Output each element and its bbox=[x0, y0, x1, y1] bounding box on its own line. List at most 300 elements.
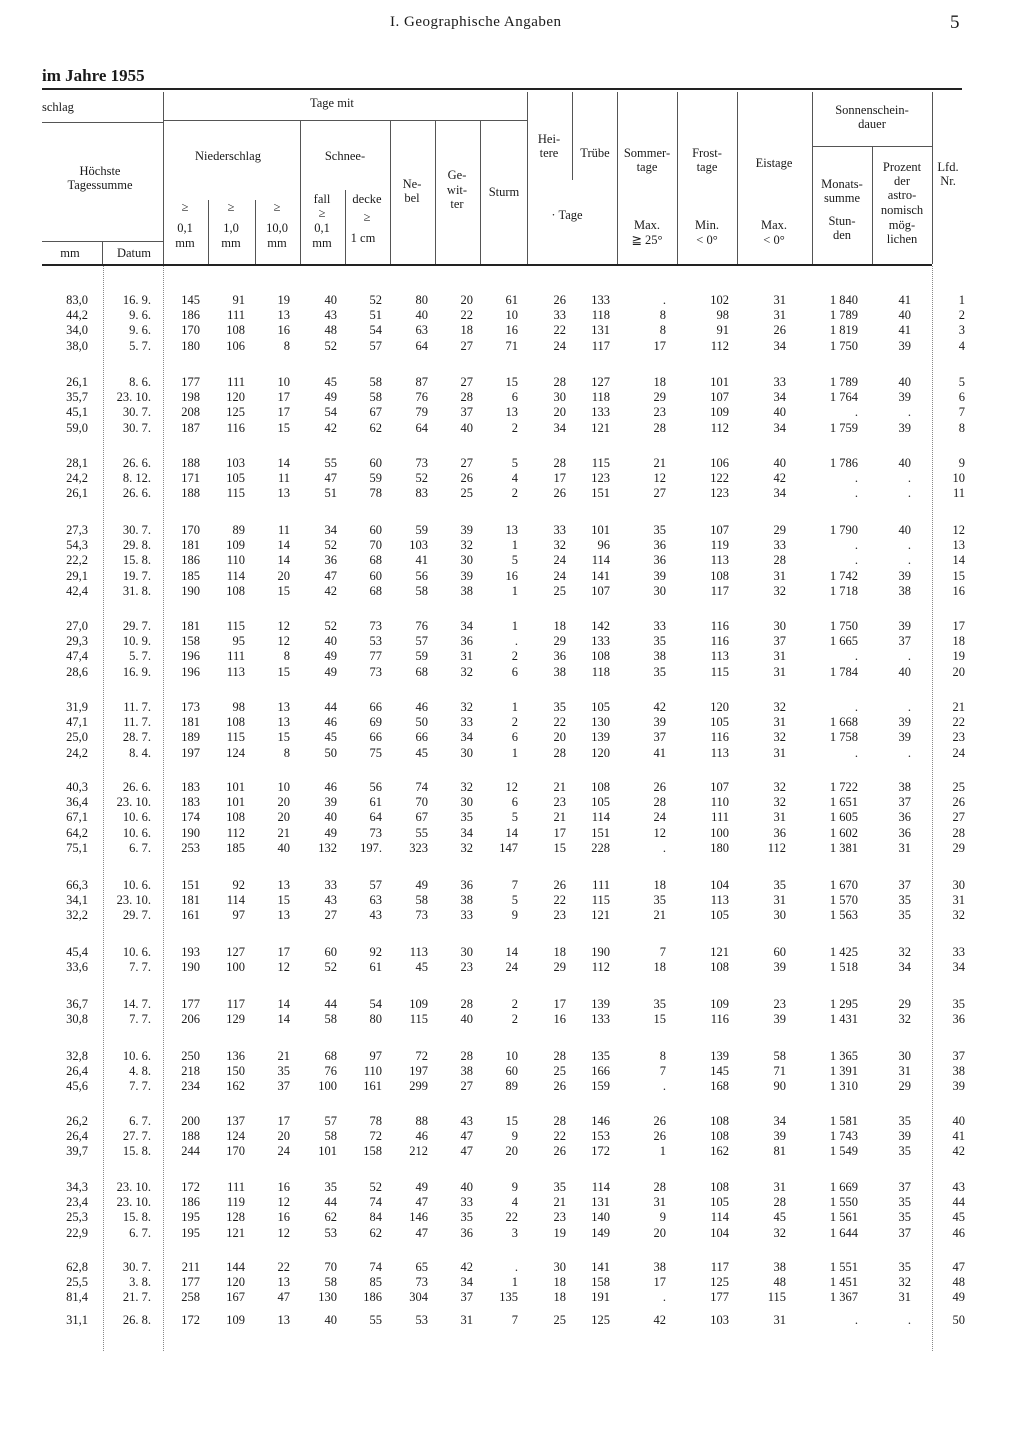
hdr-fall-unit: mm bbox=[312, 236, 332, 250]
cell-nebel: 70 bbox=[415, 795, 428, 810]
cell-sonne-prozent: 32 bbox=[898, 945, 911, 959]
cell-lfd-nr: 17 bbox=[952, 619, 965, 633]
cell-n-1-0: 110 bbox=[226, 553, 245, 568]
cell-sonne-stunden: 1 605 bbox=[829, 810, 858, 825]
hdr-n10-val: 1,0 bbox=[223, 221, 239, 235]
cell-sturm: 1 bbox=[511, 745, 518, 760]
hdr-prozent-1: Prozent bbox=[882, 160, 922, 174]
cell-gewitter: 23 bbox=[460, 960, 473, 975]
cell-lfd-nr: 3 bbox=[958, 323, 965, 338]
cell-truebe: 105 bbox=[591, 700, 610, 714]
cell-n-0-1: 183 bbox=[181, 780, 200, 794]
cell-n-1-0: 111 bbox=[227, 375, 245, 389]
cell-nebel: 74 bbox=[415, 780, 428, 794]
cell-truebe: 146 bbox=[591, 1114, 610, 1128]
table-row bbox=[0, 293, 1024, 307]
cell-gewitter: 32 bbox=[460, 780, 473, 794]
cell-hoechste-mm: 45,4 bbox=[66, 945, 88, 959]
cell-hoechste-mm: 25,0 bbox=[66, 730, 88, 745]
cell-sturm: 10 bbox=[505, 1049, 518, 1063]
cell-nebel: 46 bbox=[415, 700, 428, 714]
cell-sommertage: 21 bbox=[653, 908, 666, 923]
cell-gewitter: 34 bbox=[460, 1275, 473, 1290]
cell-eistage: 60 bbox=[773, 945, 786, 959]
cell-sturm: 24 bbox=[505, 960, 518, 975]
cell-datum: 5. 7. bbox=[129, 338, 151, 353]
cell-datum: 8. 12. bbox=[122, 471, 151, 486]
cell-sonne-prozent: 29 bbox=[898, 997, 911, 1011]
cell-sturm: . bbox=[514, 1260, 518, 1274]
cell-eistage: 37 bbox=[773, 634, 786, 649]
cell-schneedecke: 64 bbox=[369, 810, 382, 825]
cell-datum: 30. 7. bbox=[122, 523, 151, 537]
cell-gewitter: 36 bbox=[460, 1225, 473, 1240]
hdr-sonne-2: dauer bbox=[858, 117, 886, 131]
cell-sturm: 2 bbox=[511, 649, 518, 664]
cell-sonne-prozent: 37 bbox=[898, 795, 911, 810]
cell-lfd-nr: 44 bbox=[952, 1195, 965, 1210]
cell-hoechste-mm: 28,6 bbox=[66, 664, 88, 679]
cell-datum: 30. 7. bbox=[122, 1260, 151, 1274]
cell-sonne-stunden: . bbox=[854, 745, 858, 760]
cell-sturm: 2 bbox=[511, 1012, 518, 1027]
cell-gewitter: 33 bbox=[460, 908, 473, 923]
cell-schneefall: 52 bbox=[324, 960, 337, 975]
cell-frosttage: 114 bbox=[710, 1210, 729, 1225]
cell-sonne-prozent: . bbox=[907, 471, 911, 486]
cell-nebel: 59 bbox=[415, 523, 428, 537]
cell-nebel: 50 bbox=[415, 715, 428, 730]
table-row bbox=[0, 700, 1024, 714]
cell-eistage: 40 bbox=[773, 456, 786, 470]
cell-schneefall: 53 bbox=[324, 1225, 337, 1240]
cell-frosttage: 108 bbox=[710, 960, 729, 975]
cell-gewitter: 35 bbox=[460, 1210, 473, 1225]
cell-hoechste-mm: 27,0 bbox=[66, 619, 88, 633]
cell-schneedecke: 197. bbox=[360, 840, 382, 855]
cell-truebe: 149 bbox=[591, 1225, 610, 1240]
page-header bbox=[0, 14, 1024, 38]
cell-sonne-prozent: 36 bbox=[898, 810, 911, 825]
cell-n-10-0: 21 bbox=[277, 825, 290, 840]
cell-heitere: 25 bbox=[553, 1064, 566, 1079]
table-row bbox=[0, 634, 1024, 648]
table-row bbox=[0, 997, 1024, 1011]
cell-n-10-0: 8 bbox=[283, 338, 290, 353]
cell-n-10-0: 17 bbox=[277, 405, 290, 420]
cell-frosttage: 122 bbox=[710, 471, 729, 486]
cell-truebe: 114 bbox=[591, 810, 610, 825]
cell-lfd-nr: 32 bbox=[952, 908, 965, 923]
cell-sonne-stunden: 1 391 bbox=[829, 1064, 858, 1079]
cell-lfd-nr: 48 bbox=[952, 1275, 965, 1290]
hdr-ge-1: ≥ bbox=[181, 200, 189, 214]
cell-sonne-prozent: 39 bbox=[898, 730, 911, 745]
cell-hoechste-mm: 22,2 bbox=[66, 553, 88, 568]
cell-n-10-0: 14 bbox=[277, 997, 290, 1011]
cell-sonne-stunden: 1 743 bbox=[829, 1129, 858, 1144]
cell-frosttage: 105 bbox=[710, 715, 729, 730]
table-row bbox=[0, 405, 1024, 419]
cell-nebel: 115 bbox=[409, 1012, 428, 1027]
cell-truebe: 127 bbox=[591, 375, 610, 389]
cell-frosttage: 108 bbox=[710, 1114, 729, 1128]
cell-schneedecke: 161 bbox=[363, 1079, 382, 1094]
cell-heitere: 38 bbox=[553, 664, 566, 679]
cell-sommertage: 38 bbox=[653, 649, 666, 664]
cell-sommertage: 28 bbox=[653, 795, 666, 810]
cell-schneedecke: 57 bbox=[369, 878, 382, 892]
cell-n-1-0: 112 bbox=[226, 825, 245, 840]
cell-sturm: 14 bbox=[505, 825, 518, 840]
cell-schneefall: 60 bbox=[324, 945, 337, 959]
cell-n-10-0: 13 bbox=[277, 1275, 290, 1290]
cell-frosttage: 113 bbox=[710, 649, 729, 664]
cell-truebe: 123 bbox=[591, 471, 610, 486]
cell-n-0-1: 181 bbox=[181, 893, 200, 908]
cell-n-1-0: 105 bbox=[226, 471, 245, 486]
cell-heitere: 22 bbox=[553, 893, 566, 908]
cell-sommertage: 37 bbox=[653, 730, 666, 745]
hdr-decke-val: 1 cm bbox=[350, 231, 376, 245]
cell-eistage: 32 bbox=[773, 583, 786, 598]
cell-schneedecke: 55 bbox=[369, 1313, 382, 1327]
cell-n-10-0: 8 bbox=[283, 649, 290, 664]
cell-truebe: 107 bbox=[591, 583, 610, 598]
cell-eistage: 48 bbox=[773, 1275, 786, 1290]
cell-hoechste-mm: 26,2 bbox=[66, 1114, 88, 1128]
cell-hoechste-mm: 23,4 bbox=[66, 1195, 88, 1210]
cell-n-10-0: 15 bbox=[277, 730, 290, 745]
cell-sommertage: 7 bbox=[659, 1064, 666, 1079]
cell-sonne-prozent: . bbox=[907, 553, 911, 568]
cell-truebe: 118 bbox=[591, 390, 610, 405]
body-rule-3 bbox=[932, 266, 933, 1351]
cell-heitere: 24 bbox=[553, 553, 566, 568]
cell-sommertage: . bbox=[662, 293, 666, 307]
cell-datum: 7. 7. bbox=[129, 1079, 151, 1094]
cell-sonne-prozent: 39 bbox=[898, 568, 911, 583]
cell-schneedecke: 73 bbox=[369, 664, 382, 679]
cell-n-1-0: 113 bbox=[226, 664, 245, 679]
cell-frosttage: 116 bbox=[710, 619, 729, 633]
cell-eistage: 40 bbox=[773, 405, 786, 420]
cell-gewitter: 38 bbox=[460, 1064, 473, 1079]
cell-sturm: 1 bbox=[511, 583, 518, 598]
cell-sonne-prozent: 39 bbox=[898, 390, 911, 405]
cell-schneefall: 27 bbox=[324, 908, 337, 923]
cell-gewitter: 30 bbox=[460, 945, 473, 959]
cell-schneedecke: 66 bbox=[369, 700, 382, 714]
cell-eistage: 31 bbox=[773, 893, 786, 908]
cell-heitere: 26 bbox=[553, 293, 566, 307]
cell-n-10-0: 10 bbox=[277, 780, 290, 794]
cell-datum: 10. 6. bbox=[122, 825, 151, 840]
cell-eistage: 31 bbox=[773, 1180, 786, 1194]
cell-sonne-stunden: 1 431 bbox=[829, 1012, 858, 1027]
cell-frosttage: 108 bbox=[710, 568, 729, 583]
cell-nebel: 49 bbox=[415, 878, 428, 892]
cell-n-1-0: 95 bbox=[232, 634, 245, 649]
hdr-frost-2: tage bbox=[696, 160, 718, 174]
hdr-n01-val: 0,1 bbox=[177, 221, 193, 235]
cell-n-1-0: 117 bbox=[226, 997, 245, 1011]
hdr-prozent-5: mög- bbox=[888, 218, 916, 232]
cell-sonne-prozent: 31 bbox=[898, 840, 911, 855]
table-row bbox=[0, 960, 1024, 974]
cell-sommertage: . bbox=[662, 840, 666, 855]
table-row bbox=[0, 665, 1024, 679]
cell-eistage: 31 bbox=[773, 745, 786, 760]
cell-n-1-0: 115 bbox=[226, 619, 245, 633]
cell-n-1-0: 128 bbox=[226, 1210, 245, 1225]
cell-datum: 23. 10. bbox=[116, 390, 151, 405]
cell-eistage: 31 bbox=[773, 1313, 786, 1327]
cell-sturm: 2 bbox=[511, 715, 518, 730]
cell-eistage: 115 bbox=[767, 1290, 786, 1305]
cell-datum: 29. 7. bbox=[122, 619, 151, 633]
cell-gewitter: 32 bbox=[460, 538, 473, 553]
cell-sommertage: 18 bbox=[653, 375, 666, 389]
cell-n-10-0: 13 bbox=[277, 878, 290, 892]
cell-sommertage: 42 bbox=[653, 700, 666, 714]
cell-datum: 15. 8. bbox=[122, 553, 151, 568]
cell-eistage: 34 bbox=[773, 1114, 786, 1128]
cell-schneedecke: 75 bbox=[369, 745, 382, 760]
cell-n-10-0: 40 bbox=[277, 840, 290, 855]
hdr-ge-decke: ≥ bbox=[363, 210, 371, 224]
cell-schneedecke: 74 bbox=[369, 1195, 382, 1210]
cell-datum: 16. 9. bbox=[122, 664, 151, 679]
cell-gewitter: 32 bbox=[460, 664, 473, 679]
cell-hoechste-mm: 22,9 bbox=[66, 1225, 88, 1240]
cell-n-10-0: 14 bbox=[277, 1012, 290, 1027]
cell-lfd-nr: 24 bbox=[952, 745, 965, 760]
cell-n-1-0: 144 bbox=[226, 1260, 245, 1274]
cell-datum: 14. 7. bbox=[122, 997, 151, 1011]
cell-nebel: 49 bbox=[415, 1180, 428, 1194]
table-row bbox=[0, 893, 1024, 907]
table-row bbox=[0, 1012, 1024, 1026]
cell-n-0-1: 234 bbox=[181, 1079, 200, 1094]
cell-hoechste-mm: 32,8 bbox=[66, 1049, 88, 1063]
cell-frosttage: 123 bbox=[710, 486, 729, 501]
cell-schneedecke: 59 bbox=[369, 471, 382, 486]
cell-sturm: 5 bbox=[511, 893, 518, 908]
cell-sonne-stunden: 1 789 bbox=[829, 308, 858, 323]
cell-schneefall: 50 bbox=[324, 745, 337, 760]
hdr-lfd-2: Nr. bbox=[940, 174, 956, 188]
cell-schneedecke: 110 bbox=[363, 1064, 382, 1079]
cell-lfd-nr: 46 bbox=[952, 1225, 965, 1240]
cell-sturm: 6 bbox=[511, 664, 518, 679]
cell-datum: 23. 10. bbox=[116, 893, 151, 908]
cell-heitere: 25 bbox=[553, 583, 566, 598]
cell-lfd-nr: 20 bbox=[952, 664, 965, 679]
cell-heitere: 25 bbox=[553, 1313, 566, 1327]
cell-sommertage: 18 bbox=[653, 960, 666, 975]
cell-nebel: 323 bbox=[409, 840, 428, 855]
cell-sonne-stunden: 1 365 bbox=[829, 1049, 858, 1063]
cell-lfd-nr: 8 bbox=[958, 420, 965, 435]
cell-frosttage: 106 bbox=[710, 456, 729, 470]
hdr-mm: mm bbox=[60, 246, 80, 260]
cell-frosttage: 125 bbox=[710, 1275, 729, 1290]
cell-eistage: 32 bbox=[773, 700, 786, 714]
cell-n-10-0: 37 bbox=[277, 1079, 290, 1094]
cell-lfd-nr: 45 bbox=[952, 1210, 965, 1225]
cell-sonne-stunden: 1 790 bbox=[829, 523, 858, 537]
cell-n-10-0: 17 bbox=[277, 390, 290, 405]
cell-frosttage: 107 bbox=[710, 780, 729, 794]
cell-sonne-stunden: . bbox=[854, 405, 858, 420]
cell-gewitter: 28 bbox=[460, 390, 473, 405]
cell-n-0-1: 198 bbox=[181, 390, 200, 405]
cell-heitere: 18 bbox=[553, 945, 566, 959]
cell-schneedecke: 68 bbox=[369, 553, 382, 568]
cell-sturm: 1 bbox=[511, 538, 518, 553]
cell-frosttage: 112 bbox=[710, 338, 729, 353]
cell-n-1-0: 97 bbox=[232, 908, 245, 923]
cell-n-0-1: 158 bbox=[181, 634, 200, 649]
cell-gewitter: 25 bbox=[460, 486, 473, 501]
table-subtitle: im Jahre 1955 bbox=[42, 66, 145, 85]
cell-datum: 5. 7. bbox=[129, 649, 151, 664]
cell-n-0-1: 197 bbox=[181, 745, 200, 760]
cell-datum: 8. 4. bbox=[129, 745, 151, 760]
cell-heitere: 28 bbox=[553, 375, 566, 389]
cell-hoechste-mm: 36,7 bbox=[66, 997, 88, 1011]
cell-schneefall: 49 bbox=[324, 664, 337, 679]
cell-heitere: 17 bbox=[553, 471, 566, 486]
cell-frosttage: 108 bbox=[710, 1129, 729, 1144]
cell-n-1-0: 162 bbox=[226, 1079, 245, 1094]
cell-nebel: 45 bbox=[415, 960, 428, 975]
cell-eistage: 36 bbox=[773, 825, 786, 840]
cell-datum: 19. 7. bbox=[122, 568, 151, 583]
cell-gewitter: 31 bbox=[460, 1313, 473, 1327]
cell-heitere: 24 bbox=[553, 568, 566, 583]
cell-truebe: 131 bbox=[591, 323, 610, 338]
cell-lfd-nr: 4 bbox=[958, 338, 965, 353]
cell-heitere: 34 bbox=[553, 420, 566, 435]
section-title: I. Geographische Angaben bbox=[390, 14, 562, 30]
cell-n-0-1: 253 bbox=[181, 840, 200, 855]
cell-n-10-0: 47 bbox=[277, 1290, 290, 1305]
cell-lfd-nr: 21 bbox=[952, 700, 965, 714]
cell-eistage: 34 bbox=[773, 486, 786, 501]
cell-n-1-0: 108 bbox=[226, 323, 245, 338]
cell-sonne-stunden: 1 665 bbox=[829, 634, 858, 649]
cell-schneefall: 40 bbox=[324, 293, 337, 307]
cell-schneefall: 43 bbox=[324, 308, 337, 323]
cell-schneefall: 76 bbox=[324, 1064, 337, 1079]
cell-schneedecke: 52 bbox=[369, 293, 382, 307]
cell-heitere: 21 bbox=[553, 780, 566, 794]
cell-sommertage: 26 bbox=[653, 1129, 666, 1144]
cell-sommertage: 20 bbox=[653, 1225, 666, 1240]
hdr-niederschlag: Niederschlag bbox=[195, 149, 261, 163]
cell-sturm: 9 bbox=[511, 1180, 518, 1194]
cell-sonne-prozent: 39 bbox=[898, 338, 911, 353]
cell-nebel: 73 bbox=[415, 908, 428, 923]
cell-n-10-0: 20 bbox=[277, 568, 290, 583]
cell-truebe: 115 bbox=[591, 456, 610, 470]
cell-sonne-prozent: 32 bbox=[898, 1275, 911, 1290]
cell-sonne-stunden: 1 563 bbox=[829, 908, 858, 923]
cell-schneedecke: 61 bbox=[369, 960, 382, 975]
cell-sommertage: 8 bbox=[659, 308, 666, 323]
cell-eistage: 33 bbox=[773, 538, 786, 553]
cell-n-0-1: 177 bbox=[181, 997, 200, 1011]
cell-nebel: 47 bbox=[415, 1195, 428, 1210]
cell-truebe: 141 bbox=[591, 1260, 610, 1274]
cell-sturm: 2 bbox=[511, 420, 518, 435]
table-row bbox=[0, 1260, 1024, 1274]
cell-n-1-0: 108 bbox=[226, 583, 245, 598]
cell-n-10-0: 12 bbox=[277, 960, 290, 975]
cell-sommertage: 39 bbox=[653, 715, 666, 730]
cell-hoechste-mm: 64,2 bbox=[66, 825, 88, 840]
cell-datum: 11. 7. bbox=[123, 715, 151, 730]
cell-schneedecke: 61 bbox=[369, 795, 382, 810]
cell-schneefall: 55 bbox=[324, 456, 337, 470]
cell-lfd-nr: 26 bbox=[952, 795, 965, 810]
cell-hoechste-mm: 36,4 bbox=[66, 795, 88, 810]
cell-gewitter: 30 bbox=[460, 553, 473, 568]
cell-nebel: 79 bbox=[415, 405, 428, 420]
cell-eistage: 71 bbox=[773, 1064, 786, 1079]
cell-sonne-prozent: 40 bbox=[898, 523, 911, 537]
cell-sonne-prozent: 39 bbox=[898, 715, 911, 730]
cell-lfd-nr: 6 bbox=[958, 390, 965, 405]
cell-n-10-0: 17 bbox=[277, 945, 290, 959]
cell-sommertage: 12 bbox=[653, 825, 666, 840]
cell-sonne-prozent: 39 bbox=[898, 619, 911, 633]
cell-n-0-1: 193 bbox=[181, 945, 200, 959]
cell-schneefall: 62 bbox=[324, 1210, 337, 1225]
cell-hoechste-mm: 24,2 bbox=[66, 471, 88, 486]
cell-heitere: 30 bbox=[553, 390, 566, 405]
cell-sonne-prozent: 37 bbox=[898, 634, 911, 649]
cell-lfd-nr: 27 bbox=[952, 810, 965, 825]
cell-sommertage: . bbox=[662, 1290, 666, 1305]
table-row bbox=[0, 841, 1024, 855]
cell-lfd-nr: 49 bbox=[952, 1290, 965, 1305]
cell-lfd-nr: 30 bbox=[952, 878, 965, 892]
cell-sonne-stunden: . bbox=[854, 649, 858, 664]
cell-frosttage: 98 bbox=[716, 308, 729, 323]
cell-sturm: 10 bbox=[505, 308, 518, 323]
cell-gewitter: 22 bbox=[460, 308, 473, 323]
cell-nebel: 103 bbox=[409, 538, 428, 553]
cell-nebel: 72 bbox=[415, 1049, 428, 1063]
cell-hoechste-mm: 44,2 bbox=[66, 308, 88, 323]
hdr-gewitter-3: ter bbox=[450, 197, 464, 211]
cell-truebe: 139 bbox=[591, 997, 610, 1011]
cell-gewitter: 38 bbox=[460, 583, 473, 598]
cell-n-1-0: 111 bbox=[227, 649, 245, 664]
cell-sturm: 5 bbox=[511, 553, 518, 568]
cell-schneefall: 101 bbox=[318, 1144, 337, 1159]
cell-hoechste-mm: 42,4 bbox=[66, 583, 88, 598]
cell-n-10-0: 14 bbox=[277, 456, 290, 470]
cell-n-1-0: 101 bbox=[226, 780, 245, 794]
cell-heitere: 17 bbox=[553, 825, 566, 840]
cell-n-10-0: 15 bbox=[277, 664, 290, 679]
cell-sommertage: 15 bbox=[653, 1012, 666, 1027]
cell-heitere: 23 bbox=[553, 908, 566, 923]
